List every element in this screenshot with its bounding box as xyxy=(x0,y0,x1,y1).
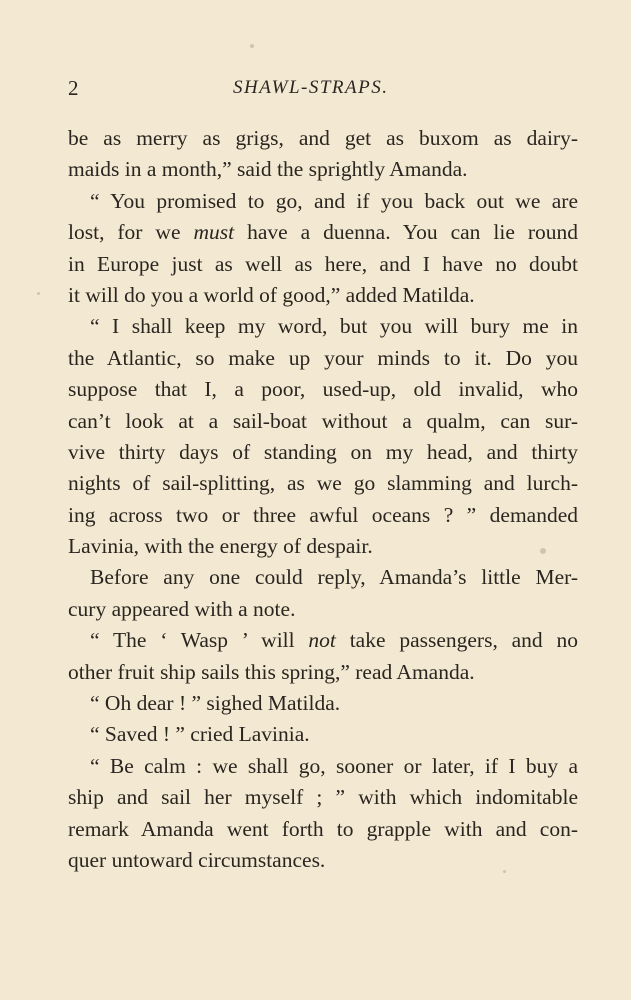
text-line xyxy=(68,217,578,248)
text-segment: be as merry as grigs, and get as buxom as dairy- xyxy=(68,126,578,150)
page-header xyxy=(68,76,568,106)
text-segment: other fruit ship sails this spring,” read Amanda. xyxy=(68,659,475,684)
text-segment: in Europe just as well as here, and I have no doubt xyxy=(68,251,578,276)
text-line xyxy=(68,343,578,374)
text-segment: “ Oh dear ! ” sighed Matilda. xyxy=(90,691,341,716)
text-line xyxy=(68,406,578,437)
text-line xyxy=(68,751,578,782)
text-segment: have a duenna. You can lie round xyxy=(234,220,579,245)
text-line xyxy=(68,594,578,625)
text-segment: “ Be calm : we shall go, sooner or later, if I buy a xyxy=(90,753,578,778)
text-segment: lost, for we xyxy=(68,220,194,245)
running-head: SHAWL-STRAPS. xyxy=(233,77,389,98)
text-segment: take passengers, and no xyxy=(335,628,578,653)
text-segment: Lavinia, with the energy of despair. xyxy=(68,534,373,559)
text-segment: “ You promised to go, and if you back out we are xyxy=(90,188,578,213)
text-line xyxy=(68,531,578,562)
text-line xyxy=(68,845,578,876)
text-line xyxy=(68,719,578,750)
text-segment: suppose that I, a poor, used-up, old invalid, who xyxy=(68,377,578,402)
text-line xyxy=(68,154,578,185)
text-segment: the Atlantic, so make up your minds to it. Do you xyxy=(68,345,578,370)
text-line xyxy=(68,562,578,593)
italic-word: must xyxy=(193,220,235,245)
text-segment: Before any one could reply, Amanda’s little Mer- xyxy=(90,565,578,590)
paper-spot xyxy=(37,292,40,295)
text-segment: vive thirty days of standing on my head, and thirty xyxy=(68,439,578,464)
text-segment: ship and sail her myself ; ” with which indomitable xyxy=(68,785,578,810)
text-line xyxy=(68,186,578,217)
text-segment: cury appeared with a note. xyxy=(68,596,296,621)
text-line xyxy=(68,814,578,845)
text-segment: it will do you a world of good,” added Matilda. xyxy=(68,282,475,307)
text-segment: quer untoward circumstances. xyxy=(68,847,326,872)
text-line xyxy=(68,688,578,719)
italic-word: not xyxy=(308,628,336,653)
text-line xyxy=(68,500,578,531)
text-line xyxy=(68,123,578,154)
text-line xyxy=(68,311,578,342)
text-line xyxy=(68,280,578,311)
text-line xyxy=(68,374,578,405)
text-line xyxy=(68,657,578,688)
text-segment: “ The ‘ Wasp ’ will xyxy=(90,628,309,653)
text-line xyxy=(68,249,578,280)
text-segment: can’t look at a sail-boat without a qualm, can sur- xyxy=(68,408,578,433)
paper-spot xyxy=(250,44,254,48)
page-number: 2 xyxy=(68,76,79,100)
text-segment: maids in a month,” said the sprightly Amanda. xyxy=(68,157,468,182)
text-segment: nights of sail-splitting, as we go slamming and lurch- xyxy=(68,471,578,496)
text-segment: “ Saved ! ” cried Lavinia. xyxy=(90,722,310,747)
text-segment: ing across two or three awful oceans ? ” demanded xyxy=(68,502,578,527)
text-line xyxy=(68,437,578,468)
text-segment: remark Amanda went forth to grapple with and con- xyxy=(68,816,578,841)
text-line xyxy=(68,625,578,656)
text-segment: “ I shall keep my word, but you will bury me in xyxy=(90,314,578,339)
text-line xyxy=(68,468,578,499)
text-line xyxy=(68,782,578,813)
body-text xyxy=(68,123,578,876)
